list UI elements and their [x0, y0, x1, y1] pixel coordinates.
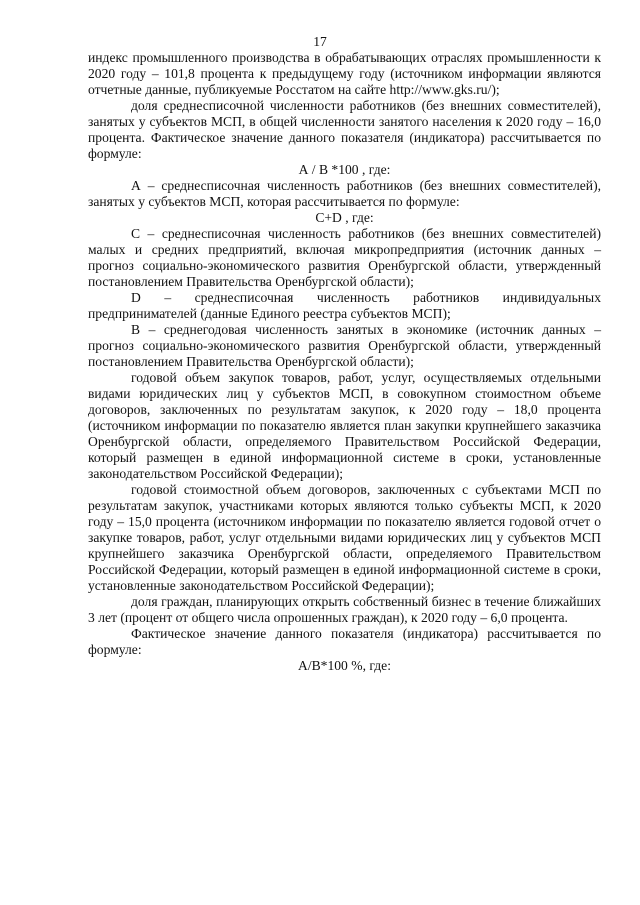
paragraph-industrial-index: индекс промышленного производства в обрабатывающих отраслях промышленности к 2020 году – 101,8 процента к предыдущему году (источником информации являются отчетные данные, публикуемые Росстатом на сайте http://www.gks.ru/); — [88, 50, 601, 97]
paragraph-c-definition: С – среднесписочная численность работников (без внешних совместителей) малых и средних предприятий, включая микропредприятия (источник данных – прогноз социально-экономического развития Оренбургской области, утвержденный постановлением Правительства Оренбургской области); — [88, 226, 601, 289]
page-number: 17 — [313, 34, 327, 49]
paragraph-citizens-business: доля граждан, планирующих открыть собственный бизнес в течение ближайших 3 лет (процент от общего числа опрошенных граждан), к 2020 году – 6,0 процента. — [88, 594, 601, 625]
paragraph-actual-value: Фактическое значение данного показателя (индикатора) рассчитывается по формуле: — [88, 626, 601, 657]
formula-a-over-b-percent: А/В*100 %, где: — [298, 658, 391, 673]
formula-a-over-b: А / В *100 , где: — [298, 162, 391, 177]
paragraph-annual-contract-cost: годовой стоимостной объем договоров, заключенных с субъектами МСП по результатам закупок, участниками которых являются только субъекты МСП, к 2020 году – 15,0 процента (источником информации по показателю является годовой отчет о закупке товаров, работ, услуг отдельными видами юридических лиц у субъектов МСП крупнейшего заказчика Оренбургской области, определяемого Правительством Российской Федерации, который размещен в единой информационной системе в сроки, установленные законодательством Российской Федерации); — [88, 482, 601, 593]
paragraph-employee-share: доля среднесписочной численности работников (без внешних совместителей), занятых у субъектов МСП, в общей численности занятого населения к 2020 году – 16,0 процента. Фактическое значение данного показателя (индикатора) рассчитывается по формуле: — [88, 98, 601, 161]
paragraph-d-definition: D – среднесписочная численность работников индивидуальных предпринимателей (данные Единого реестра субъектов МСП); — [88, 290, 601, 321]
paragraph-b-definition: В – среднегодовая численность занятых в экономике (источник данных – прогноз социально-экономического развития Оренбургской области, утвержденный постановлением Правительства Оренбургской области); — [88, 322, 601, 369]
formula-c-plus-d: С+D , где: — [315, 210, 374, 225]
document-body — [88, 50, 601, 674]
paragraph-annual-procurement-volume: годовой объем закупок товаров, работ, услуг, осуществляемых отдельными видами юридических лиц у субъектов МСП, в совокупном стоимостном объеме договоров, заключенных по результатам закупок, к 2020 году – 18,0 процента (источником информации по показателю является план закупки крупнейшего заказчика Оренбургской области, определяемого Правительством Российской Федерации, который размещен в единой информационной системе в сроки, установленные законодательством Российской Федерации); — [88, 370, 601, 481]
paragraph-a-definition: А – среднесписочная численность работников (без внешних совместителей), занятых у субъектов МСП, которая рассчитывается по формуле: — [88, 178, 601, 209]
